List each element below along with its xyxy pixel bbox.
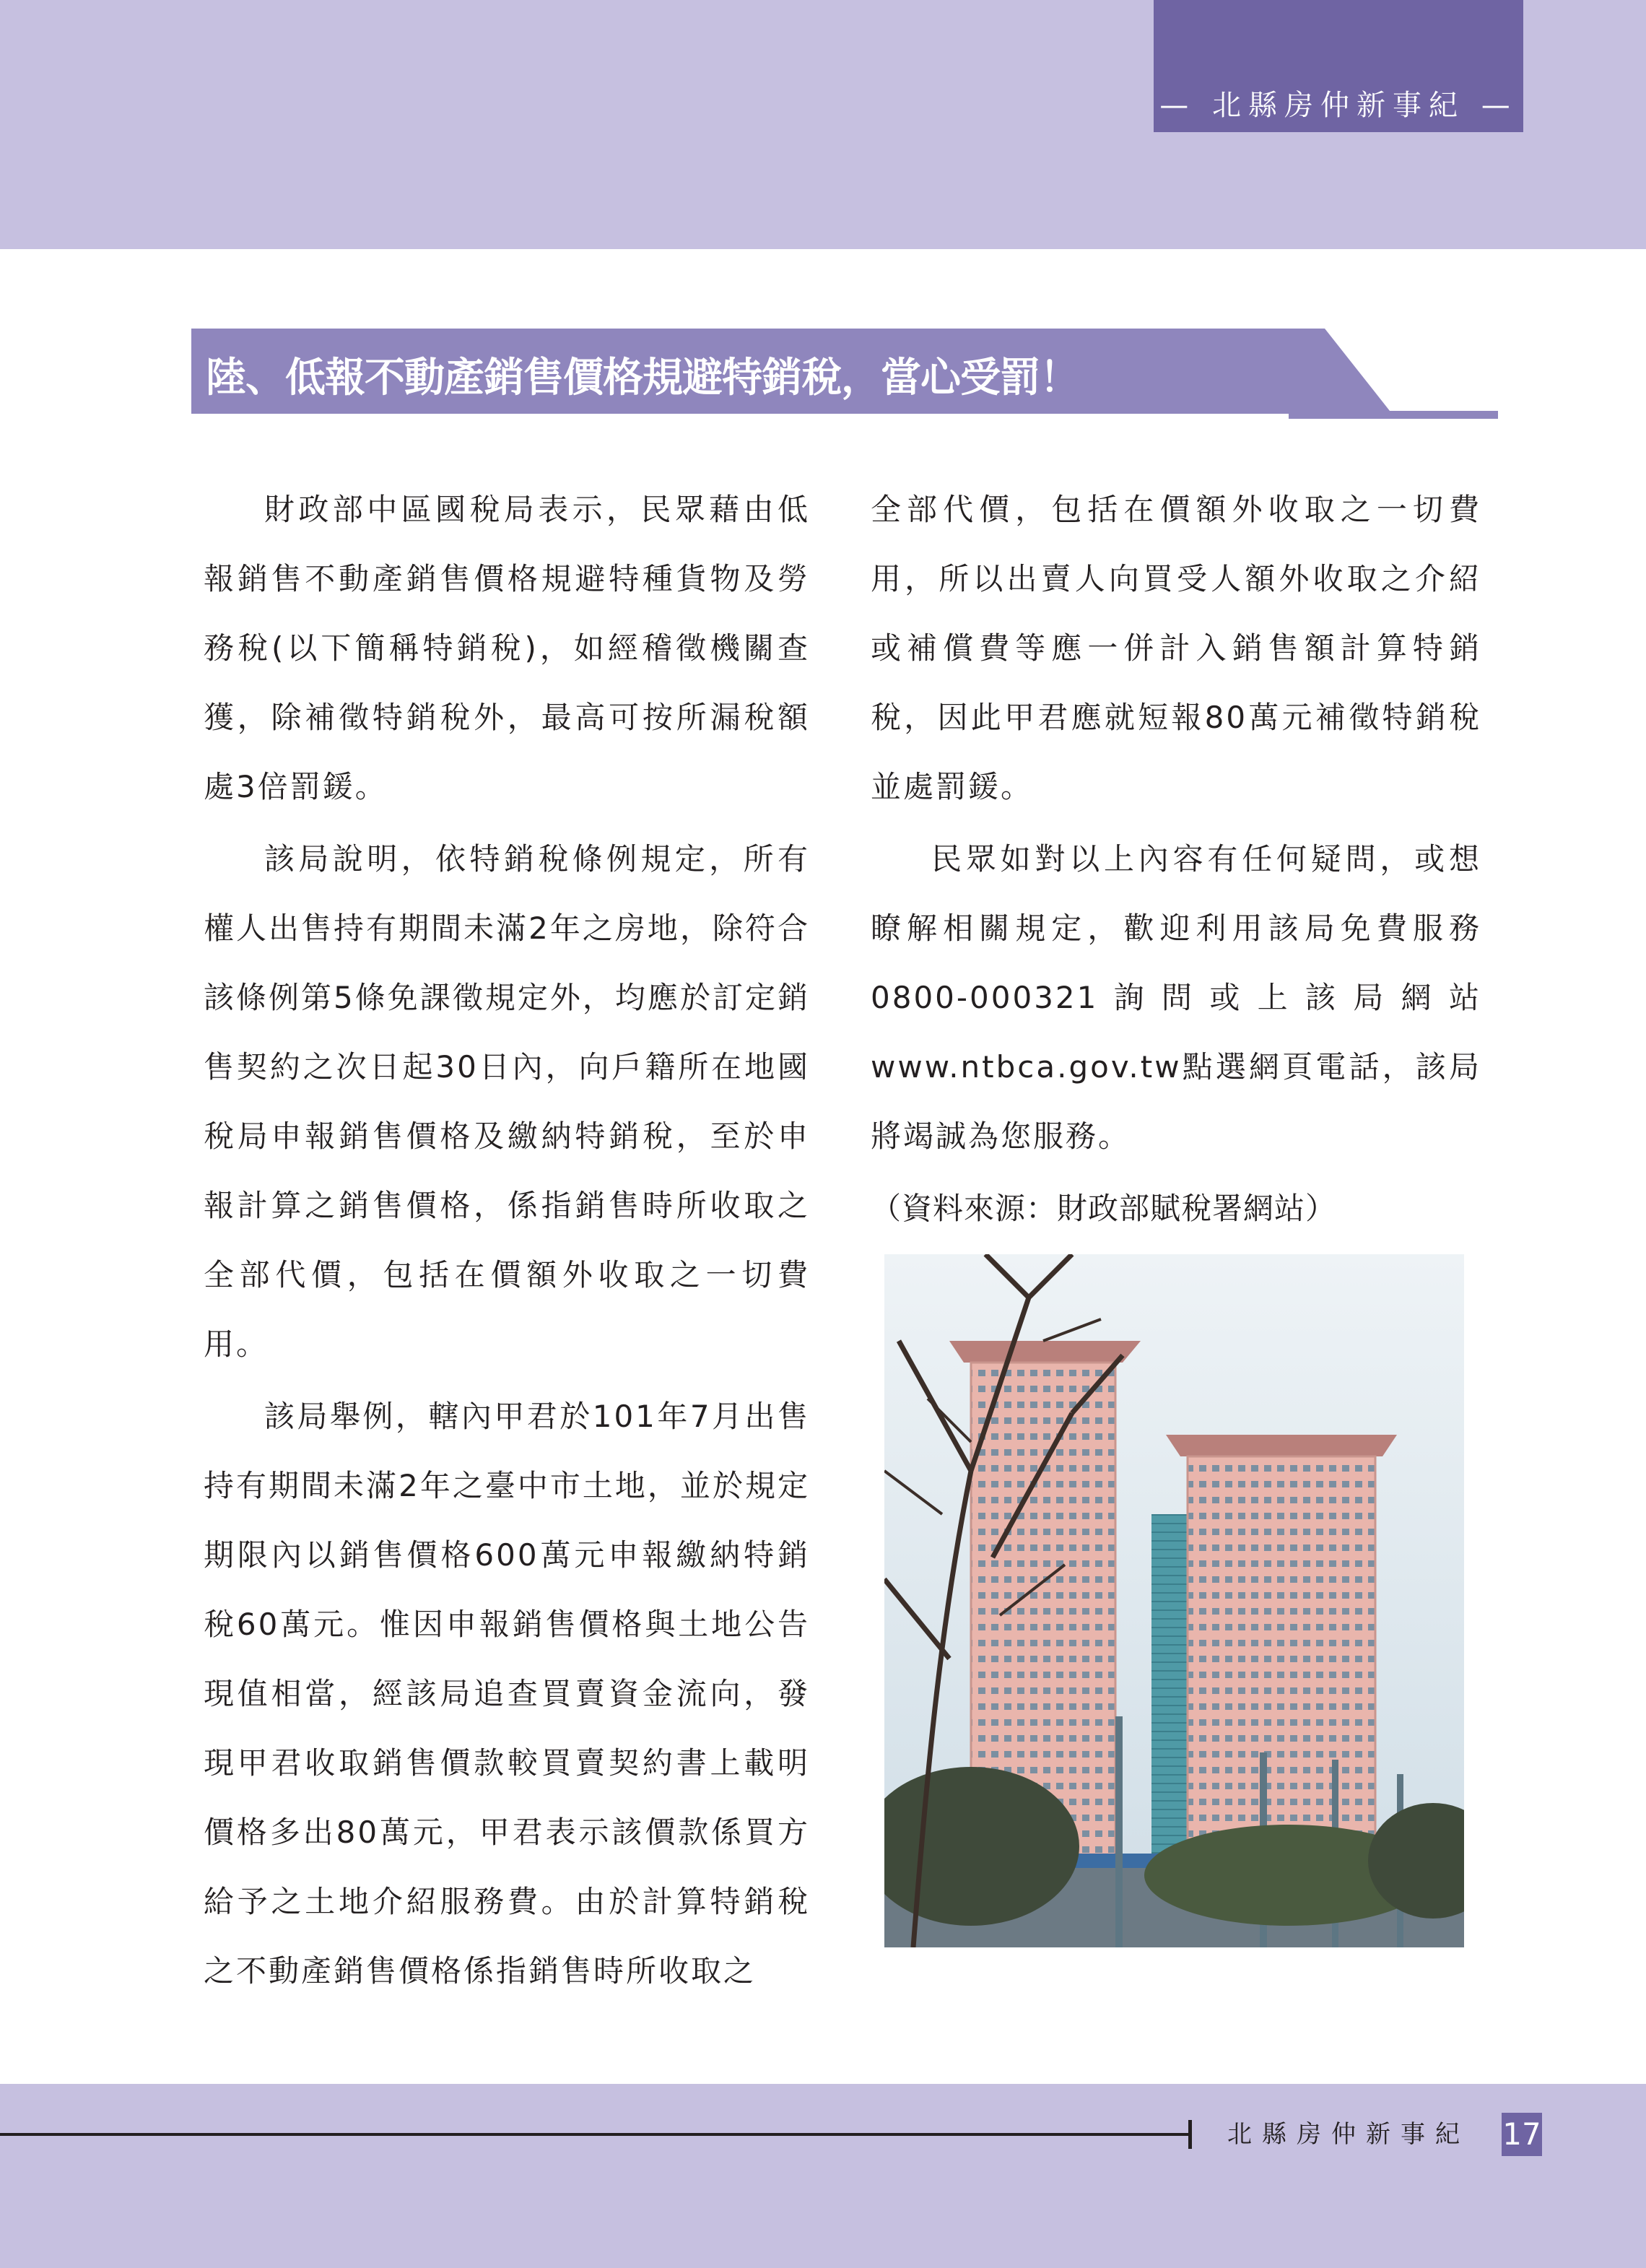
building-photo <box>884 1254 1464 1947</box>
header-tab-label: — 北縣房仲新事紀 — <box>1159 89 1517 122</box>
section-title-bar <box>191 329 1498 421</box>
page-number: 17 <box>1502 2113 1542 2156</box>
paragraph-contact: 民眾如對以上內容有任何疑問，或想瞭解相關規定，歡迎利用該局免費服務0800-000321詢問或上該局網站www.ntbca.gov.tw點選網頁電話，該局將竭誠為您服務。 <box>871 841 1481 1154</box>
right-column <box>871 475 1481 1246</box>
section-title: 陸、低報不動產銷售價格規避特銷稅，當心受罰！ <box>206 355 1079 401</box>
footer-rule <box>0 2133 1190 2136</box>
footer-publication-name: 北縣房仲新事紀 <box>1227 2120 1470 2149</box>
building-photo-illustration <box>884 1254 1464 1947</box>
paragraph-example: 該局舉例，轄內甲君於101年7月出售持有期間未滿2年之臺中市土地，並於規定期限內以銷售價格600萬元申報繳納特銷稅60萬元。惟因申報銷售價格與土地公告現值相當，經該局追查買賣資金流向，發現甲君收取銷售價款較買賣契約書上載明價格多出80萬元，甲君表示該價款係買方給予之土地介紹服務費。由於計算特銷稅之不動產銷售價格係指銷售時所收取之 <box>204 1399 810 1989</box>
footer-rule-end <box>1188 2120 1192 2149</box>
paragraph-rules: 該局說明，依特銷稅條例規定，所有權人出售持有期間未滿2年之房地，除符合該條例第5條免課徵規定外，均應於訂定銷售契約之次日起30日內，向戶籍所在地國稅局申報銷售價格及繳納特銷稅，至於申報計算之銷售價格，係指銷售時所收取之全部代價，包括在價額外收取之一切費用。 <box>204 841 810 1362</box>
paragraph-intro: 財政部中區國稅局表示，民眾藉由低報銷售不動產銷售價格規避特種貨物及勞務稅(以下簡稱特銷稅)，如經稽徵機關查獲，除補徵特銷稅外，最高可按所漏稅額處3倍罰鍰。 <box>204 492 810 804</box>
paragraph-continuation: 全部代價，包括在價額外收取之一切費用，所以出賣人向買受人額外收取之介紹或補償費等應一併計入銷售額計算特銷稅，因此甲君應就短報80萬元補徵特銷稅並處罰鍰。 <box>871 492 1481 804</box>
left-column <box>204 475 810 2009</box>
source-note: （資料來源：財政部賦稅署網站） <box>871 1191 1337 1226</box>
footer-band <box>0 2084 1646 2268</box>
header-tab <box>1154 0 1523 132</box>
